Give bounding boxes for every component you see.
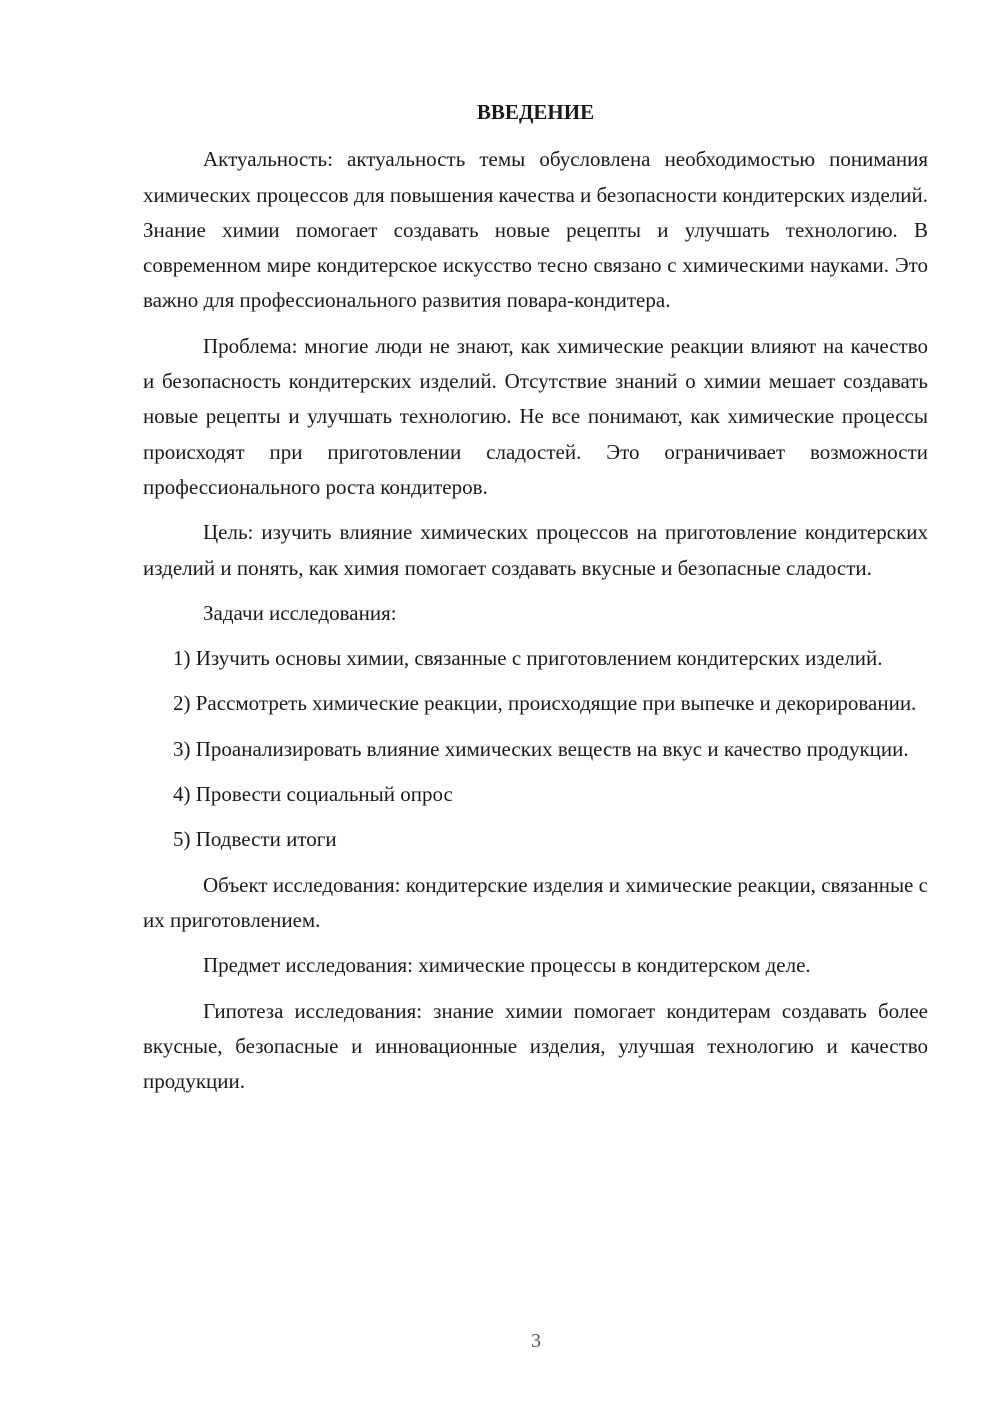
paragraph-hypothesis: Гипотеза исследования: знание химии помогает кондитерам создавать более вкусные, безопасные и инновационные изделия, улучшая технологию и качество продукции. (143, 998, 928, 1094)
paragraph-tasks-heading: Задачи исследования: (203, 600, 397, 625)
task-item: 3) Проанализировать влияние химических веществ на вкус и качество продукции. (173, 736, 909, 761)
task-item: 5) Подвести итоги (173, 827, 337, 852)
paragraph-relevance: Актуальность: актуальность темы обусловлена необходимостью понимания химических процессов для повышения качества и безопасности кондитерских изделий. Знание химии помогает создавать новые рецепты и улучшать технологию. В современном мире кондитерское искусство тесно связано с химическими науками. Это важно для профессионального развития повара-кондитера. (143, 147, 928, 313)
paragraph-problem: Проблема: многие люди не знают, как химические реакции влияют на качество и безопасность кондитерских изделий. Отсутствие знаний о химии мешает создавать новые рецепты и улучшать технологию. Не все понимают, как химические процессы происходят при приготовлении сладостей. Это ограничивает возможности профессионального роста кондитеров. (143, 333, 928, 499)
task-item: 4) Провести социальный опрос (173, 782, 453, 807)
task-item: 2) Рассмотреть химические реакции, происходящие при выпечке и декорировании. (173, 691, 917, 716)
section-title: ВВЕДЕНИЕ (476, 100, 595, 124)
task-item: 1) Изучить основы химии, связанные с приготовлением кондитерских изделий. (173, 646, 883, 671)
document-page (143, 95, 928, 1109)
paragraph-object: Объект исследования: кондитерские изделия и химические реакции, связанные с их приготовлением. (143, 872, 928, 932)
paragraph-subject: Предмет исследования: химические процессы в кондитерском деле. (203, 953, 811, 978)
paragraph-goal: Цель: изучить влияние химических процессов на приготовление кондитерских изделий и понять, как химия помогает создавать вкусные и безопасные сладости. (143, 520, 928, 580)
page-number: 3 (531, 1330, 541, 1352)
